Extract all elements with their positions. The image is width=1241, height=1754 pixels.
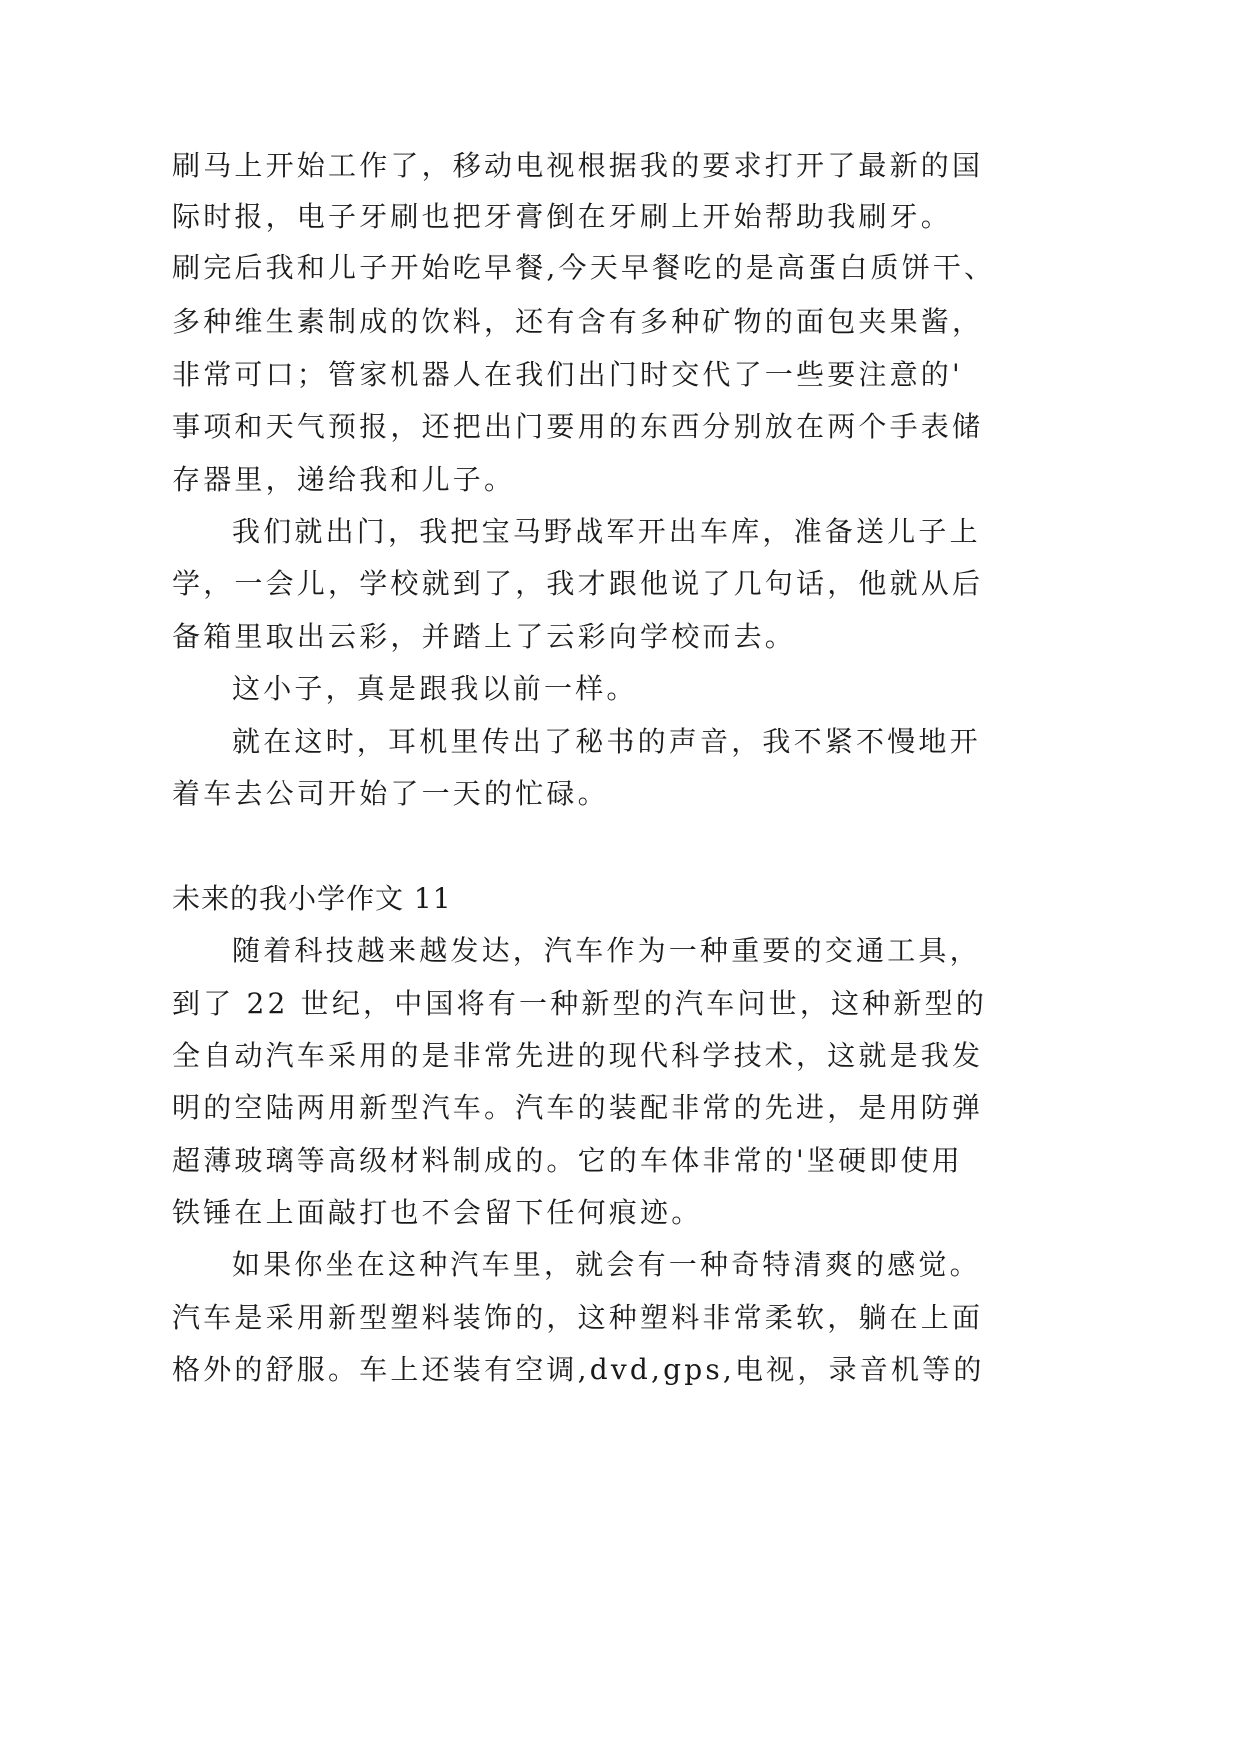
paragraph-first-line: 就在这时，耳机里传出了秘书的声音，我不紧不慢地开: [232, 725, 981, 758]
text-line: 到了 22 世纪，中国将有一种新型的汽车问世，这种新型的: [172, 987, 988, 1020]
text-line: 汽车是采用新型塑料装饰的，这种塑料非常柔软，躺在上面: [172, 1301, 984, 1334]
text-line: 着车去公司开始了一天的忙碌。: [172, 777, 609, 810]
text-line: 事项和天气预报，还把出门要用的东西分别放在两个手表储: [172, 410, 984, 443]
section-title: 未来的我小学作文 11: [172, 882, 452, 915]
text-line: 存器里，递给我和儿子。: [172, 463, 516, 496]
text-line: 刷马上开始工作了，移动电视根据我的要求打开了最新的国: [172, 149, 984, 182]
text-line: 备箱里取出云彩，并踏上了云彩向学校而去。: [172, 620, 797, 653]
text-line: 刷完后我和儿子开始吃早餐,今天早餐吃的是高蛋白质饼干、: [172, 251, 996, 284]
paragraph-first-line: 随着科技越来越发达，汽车作为一种重要的交通工具，: [232, 934, 981, 967]
paragraph-first-line: 这小子，真是跟我以前一样。: [232, 672, 638, 705]
text-line: 格外的舒服。车上还装有空调,dvd,gps,电视，录音机等的: [172, 1353, 985, 1386]
paragraph-first-line: 如果你坐在这种汽车里，就会有一种奇特清爽的感觉。: [232, 1248, 981, 1281]
text-line: 铁锤在上面敲打也不会留下任何痕迹。: [172, 1196, 703, 1229]
text-line: 非常可口；管家机器人在我们出门时交代了一些要注意的': [172, 358, 963, 391]
paragraph-first-line: 我们就出门，我把宝马野战军开出车库，准备送儿子上: [232, 515, 981, 548]
text-line: 全自动汽车采用的是非常先进的现代科学技术，这就是我发: [172, 1039, 984, 1072]
text-line: 际时报，电子牙刷也把牙膏倒在牙刷上开始帮助我刷牙。: [172, 200, 953, 233]
text-line: 多种维生素制成的饮料，还有含有多种矿物的面包夹果酱，: [172, 305, 984, 338]
text-line: 学，一会儿，学校就到了，我才跟他说了几句话，他就从后: [172, 567, 984, 600]
text-line: 超薄玻璃等高级材料制成的。它的车体非常的'坚硬即使用: [172, 1144, 963, 1177]
text-line: 明的空陆两用新型汽车。汽车的装配非常的先进，是用防弹: [172, 1091, 984, 1124]
